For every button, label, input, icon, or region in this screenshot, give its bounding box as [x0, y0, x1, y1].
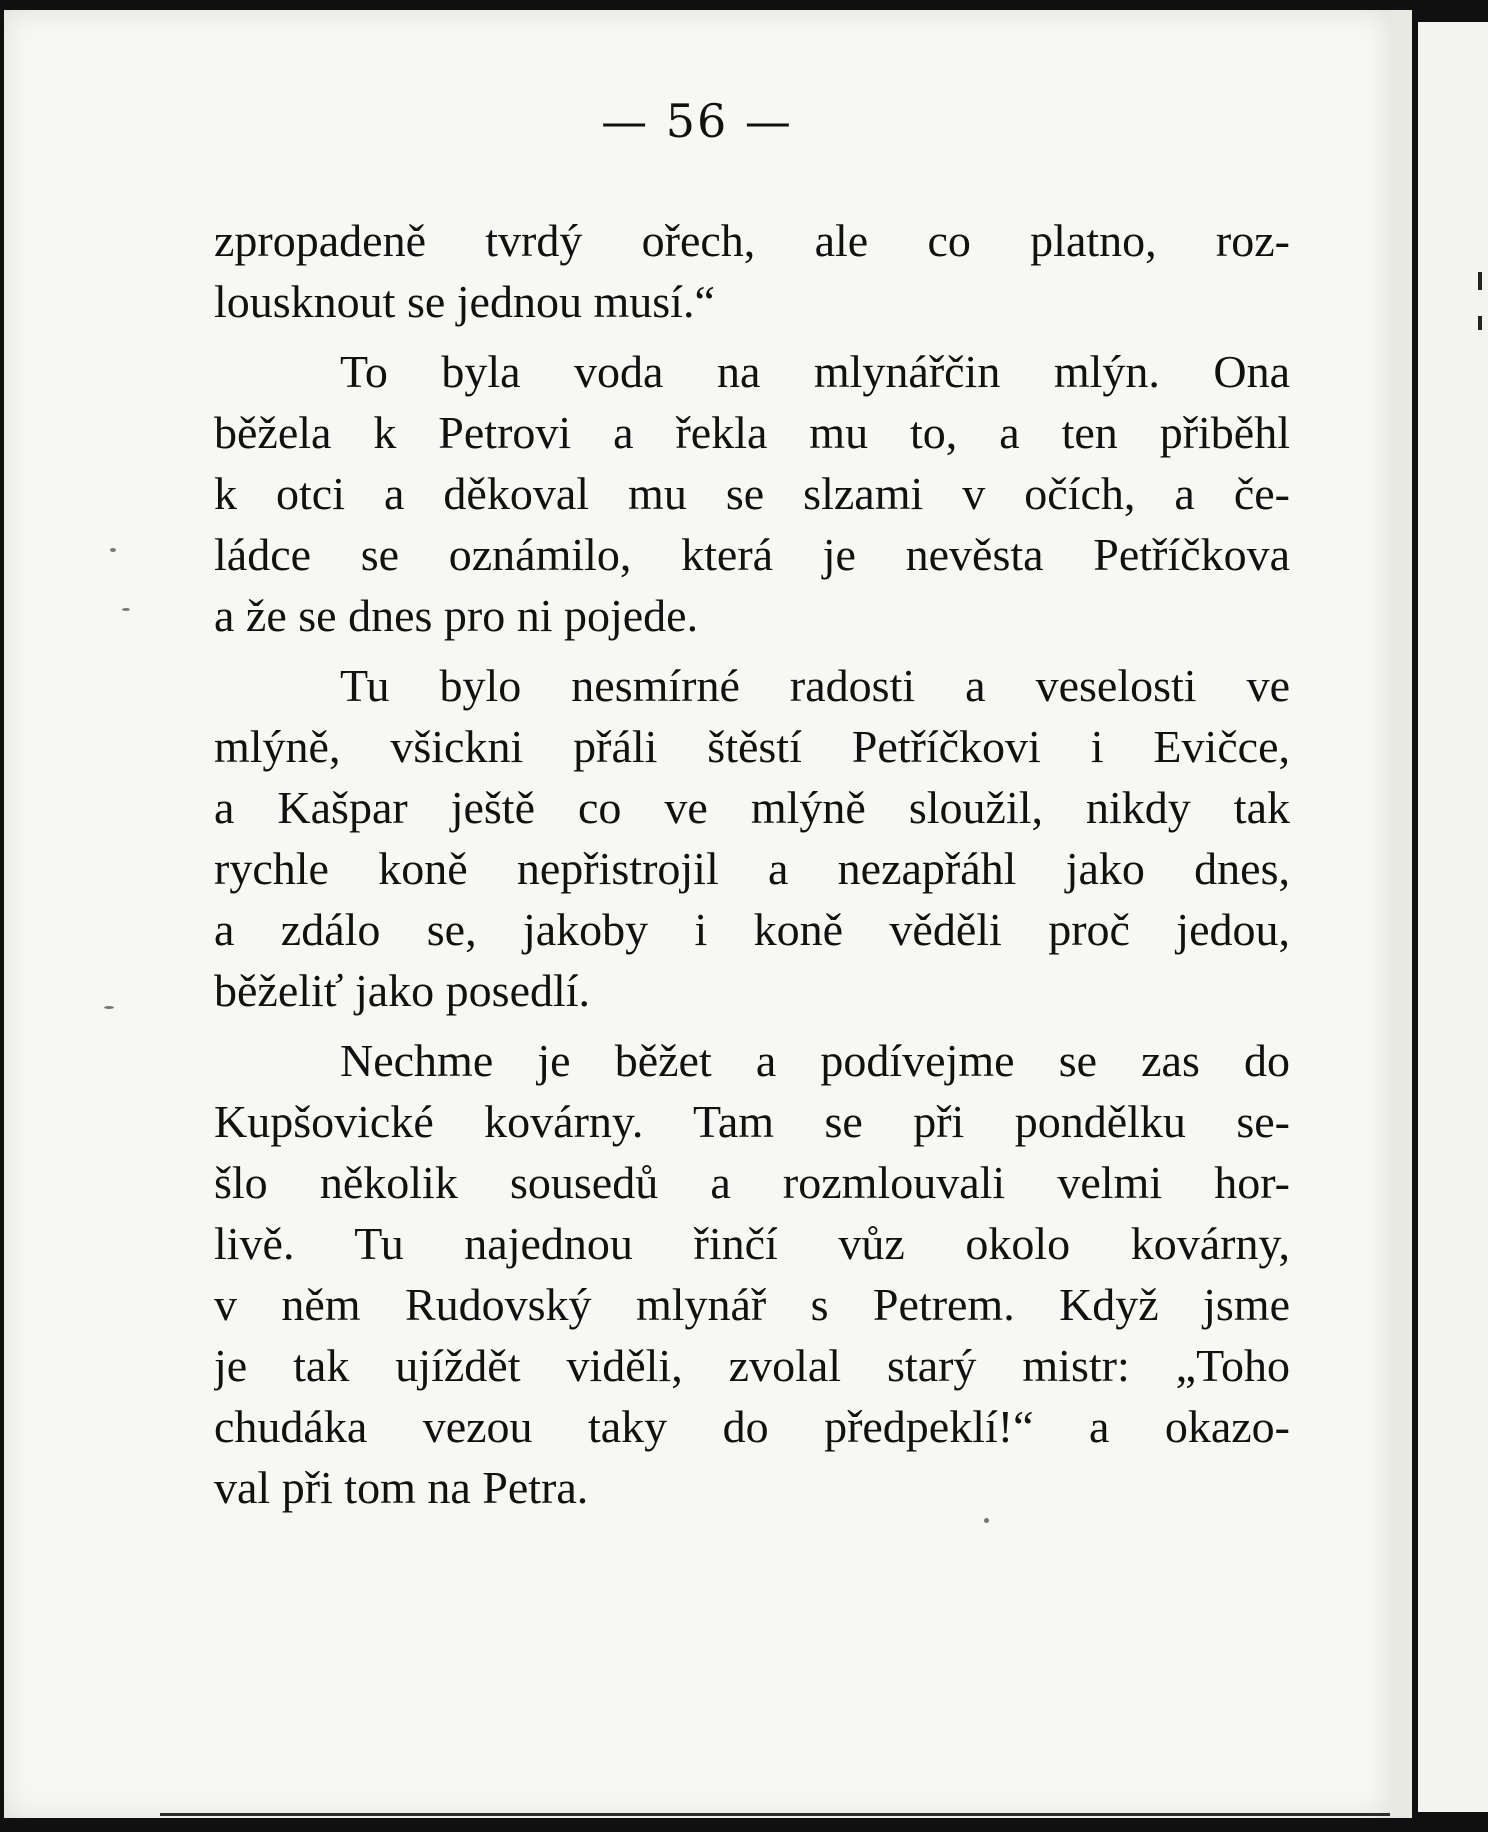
text-line: chudáka vezou taky do předpeklí!“ a okazo- [214, 1401, 1290, 1452]
text-line: livě. Tu najednou řinčí vůz okolo kovárny, [214, 1218, 1290, 1269]
text-line: běželiť jako posedlí. [214, 965, 591, 1016]
paper-speck [122, 608, 130, 611]
text-line: mlýně, všickni přáli štěstí Petříčkovi i Evičce, [214, 721, 1290, 772]
text-line: šlo několik sousedů a rozmlouvali velmi hor- [214, 1157, 1290, 1208]
text-line: To byla voda na mlynářčin mlýn. Ona [340, 346, 1290, 397]
adjacent-page-mark [1478, 272, 1482, 290]
text-line: Tu bylo nesmírné radosti a veselosti ve [340, 660, 1290, 711]
paper-speck [104, 1006, 114, 1009]
text-line: a zdálo se, jakoby i koně věděli proč jedou, [214, 904, 1290, 955]
text-line: Kupšovické kovárny. Tam se při pondělku se- [214, 1096, 1290, 1147]
paper-speck [110, 548, 116, 552]
text-line: zpropadeně tvrdý ořech, ale co platno, roz- [214, 215, 1290, 266]
text-line: rychle koně nepřistrojil a nezapřáhl jako dnes, [214, 843, 1290, 894]
text-line: lousknout se jednou musí.“ [214, 276, 715, 327]
page-number: — 56 — [601, 94, 793, 148]
text-line: ládce se oznámilo, která je nevěsta Petříčkova [214, 529, 1290, 580]
paragraph [214, 341, 1290, 646]
paragraph [214, 210, 1290, 332]
book-page [4, 10, 1390, 1818]
page-edge [1390, 10, 1412, 1818]
text-line: běžela k Petrovi a řekla mu to, a ten přiběhl [214, 407, 1290, 458]
text-line: je tak ujíždět viděli, zvolal starý mistr: „Toho [214, 1340, 1290, 1391]
text-line: a Kašpar ještě co ve mlýně sloužil, nikdy tak [214, 782, 1290, 833]
text-line: k otci a děkoval mu se slzami v očích, a če- [214, 468, 1290, 519]
adjacent-page-mark [1478, 316, 1482, 330]
adjacent-page-strip [1418, 22, 1488, 1812]
paragraph [214, 1030, 1290, 1518]
paragraph [214, 655, 1290, 1021]
text-line: Nechme je běžet a podívejme se zas do [340, 1035, 1290, 1086]
text-line: v něm Rudovský mlynář s Petrem. Když jsme [214, 1279, 1290, 1330]
text-line: val při tom na Petra. [214, 1462, 589, 1513]
text-line: a že se dnes pro ni pojede. [214, 590, 699, 641]
paper-speck [984, 1518, 989, 1523]
body-text [214, 210, 1290, 1527]
page-bottom-edge [160, 1813, 1390, 1816]
